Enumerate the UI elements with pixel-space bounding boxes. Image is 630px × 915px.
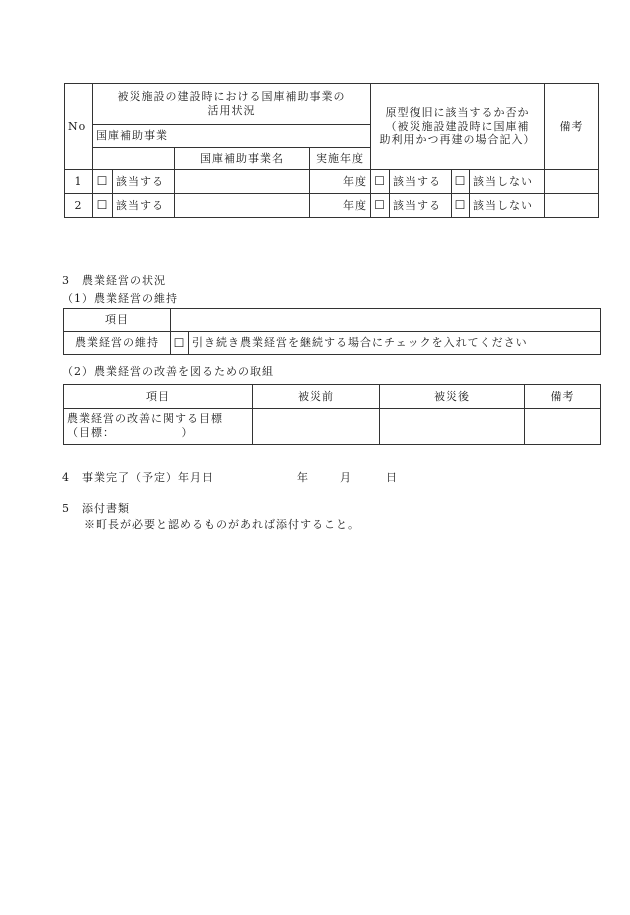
checkbox[interactable]: ☐: [452, 194, 470, 218]
applies-label: 該当する: [113, 194, 175, 218]
after-header: 被災後: [380, 385, 525, 409]
maintenance-text: 引き続き農業経営を継続する場合にチェックを入れてください: [189, 332, 601, 355]
month-label: 月: [340, 471, 352, 484]
section4-title: 4 事業完了（予定）年月日: [62, 471, 214, 484]
remarks-header: 備考: [545, 84, 599, 170]
improvement-table: [63, 384, 601, 445]
row-no: 1: [65, 170, 93, 194]
yes-label: 該当する: [390, 170, 452, 194]
row-no: 2: [65, 194, 93, 218]
no-label: 該当しない: [470, 170, 545, 194]
subsidy-usage-table: [64, 83, 599, 218]
applies-label: 該当する: [113, 170, 175, 194]
improvement-goal-label: 農業経営の改善に関する目標 （目標： ）: [64, 409, 253, 445]
year-cell: 年度: [310, 194, 371, 218]
item-header: 項目: [64, 309, 171, 332]
before-header: 被災前: [253, 385, 380, 409]
project-name-cell: [175, 170, 310, 194]
after-cell[interactable]: [380, 409, 525, 445]
no-header: No: [65, 84, 93, 170]
farm-maintenance-table: [63, 308, 601, 355]
checkbox[interactable]: ☐: [371, 194, 390, 218]
maintenance-label: 農業経営の維持: [64, 332, 171, 355]
section5-title: 5 添付書類: [62, 502, 130, 515]
blank-cell: [93, 148, 175, 170]
table-row: [65, 170, 599, 194]
section3-sub2: （2）農業経営の改善を図るための取組: [62, 365, 274, 378]
section3-sub1: （1）農業経営の維持: [62, 292, 178, 305]
year-label: 年: [297, 471, 309, 484]
maintenance-checkbox[interactable]: ☐: [171, 332, 189, 355]
no-label: 該当しない: [470, 194, 545, 218]
checkbox[interactable]: ☐: [93, 194, 113, 218]
checkbox[interactable]: ☐: [371, 170, 390, 194]
usage-header: 被災施設の建設時における国庫補助事業の 活用状況: [93, 84, 371, 125]
blank-cell: [171, 309, 601, 332]
restore-header: 原型復旧に該当するか否か （被災施設建設時に国庫補 助利用かつ再建の場合記入）: [371, 84, 545, 170]
section3-title: 3 農業経営の状況: [62, 274, 166, 287]
day-label: 日: [386, 471, 398, 484]
before-cell[interactable]: [253, 409, 380, 445]
remarks-cell: [545, 170, 599, 194]
remarks-cell[interactable]: [525, 409, 601, 445]
checkbox[interactable]: ☐: [93, 170, 113, 194]
remarks-header: 備考: [525, 385, 601, 409]
year-header: 実施年度: [310, 148, 371, 170]
national-subsidy-header: 国庫補助事業: [93, 125, 371, 148]
year-cell: 年度: [310, 170, 371, 194]
checkbox[interactable]: ☐: [452, 170, 470, 194]
project-name-header: 国庫補助事業名: [175, 148, 310, 170]
remarks-cell: [545, 194, 599, 218]
section5-note: ※町長が必要と認めるものがあれば添付すること。: [84, 518, 360, 531]
item-header: 項目: [64, 385, 253, 409]
yes-label: 該当する: [390, 194, 452, 218]
table-row: [65, 194, 599, 218]
project-name-cell: [175, 194, 310, 218]
